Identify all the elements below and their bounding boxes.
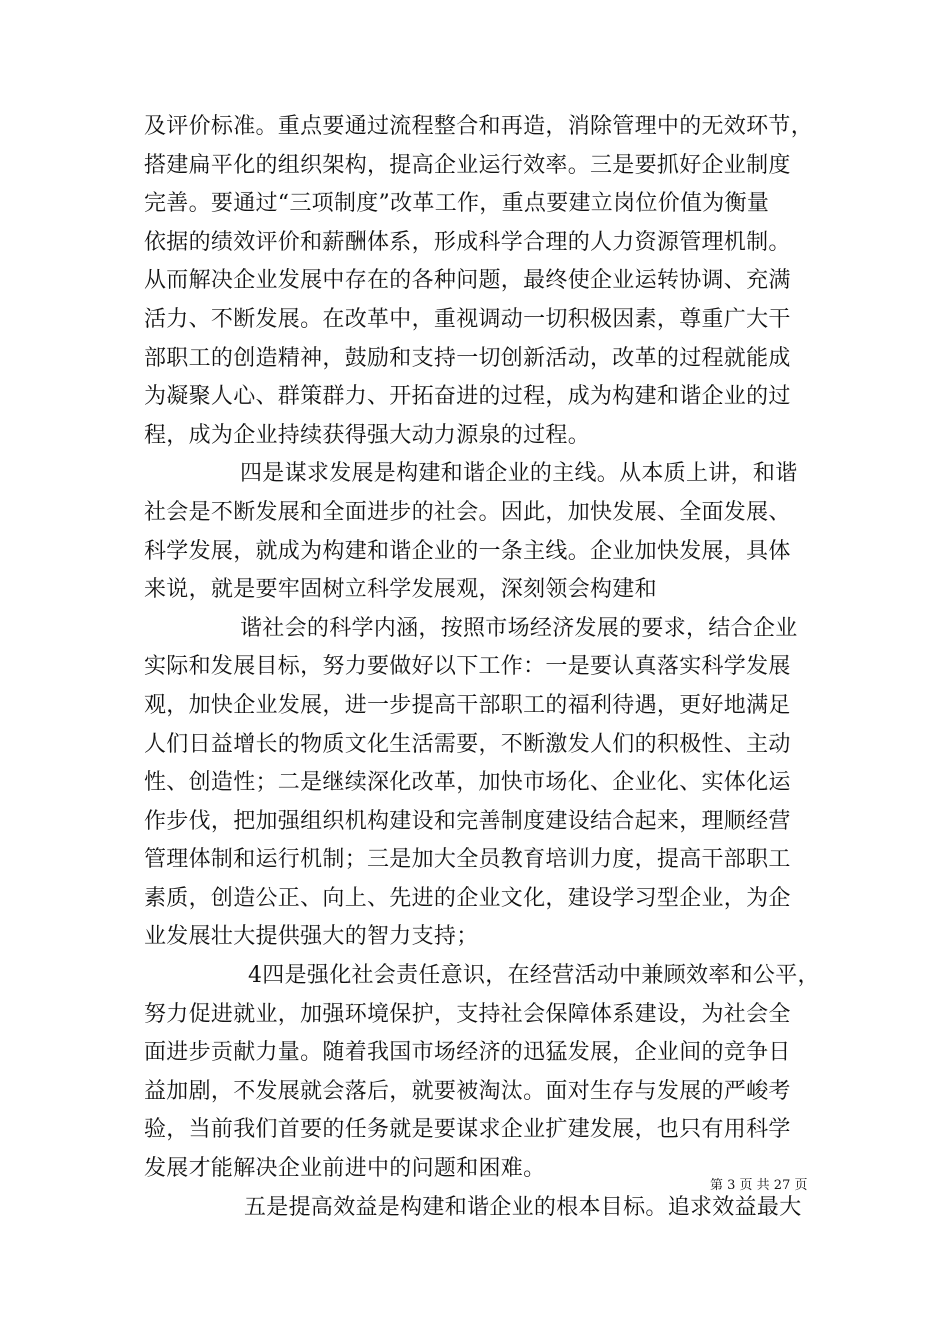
text-line: 业发展壮大提供强大的智力支持； (144, 924, 479, 950)
text-line: 益加剧，不发展就会落后，就要被淘汰。面对生存与发展的严峻考 (144, 1078, 791, 1104)
text-line: 实际和发展目标，努力要做好以下工作：一是要认真落实科学发展 (144, 654, 791, 680)
text-line: 观，加快企业发展，进一步提高干部职工的福利待遇，更好地满足 (144, 692, 791, 718)
text-line: 为凝聚人心、群策群力、开拓奋进的过程，成为构建和谐企业的过 (144, 384, 791, 410)
text-line: 发展才能解决企业前进中的问题和困难。 (144, 1156, 546, 1182)
text-line: 依据的绩效评价和薪酬体系，形成科学合理的人力资源管理机制。 (144, 229, 791, 255)
text-line: 来说，就是要牢固树立科学发展观，深刻领会构建和 (144, 577, 657, 603)
body-text (144, 108, 824, 1227)
text-line: 从而解决企业发展中存在的各种问题，最终使企业运转协调、充满 (144, 268, 791, 294)
text-line: 活力、不断发展。在改革中，重视调动一切积极因素，尊重广大干 (144, 306, 791, 332)
text-line: 科学发展，就成为构建和谐企业的一条主线。企业加快发展，具体 (144, 538, 791, 564)
text-line: 管理体制和运行机制；三是加大全员教育培训力度，提高干部职工 (144, 847, 791, 873)
text-line: 部职工的创造精神，鼓励和支持一切创新活动，改革的过程就能成 (144, 345, 791, 371)
page-number-footer: 第 3 页 共 27 页 (710, 1178, 808, 1193)
text-line: 素质，创造公正、向上、先进的企业文化，建设学习型企业，为企 (144, 885, 791, 911)
text-line: 程，成为企业持续获得强大动力源泉的过程。 (144, 422, 591, 448)
text-line: 努力促进就业，加强环境保护，支持社会保障体系建设，为社会全 (144, 1001, 791, 1027)
paragraph-start-line: 4四是强化社会责任意识，在经营活动中兼顾效率和公平， (248, 963, 820, 989)
text-line: 面进步贡献力量。随着我国市场经济的迅猛发展，企业间的竞争日 (144, 1040, 791, 1066)
text-line: 验，当前我们首要的任务就是要谋求企业扩建发展，也只有用科学 (144, 1117, 791, 1143)
text-line: 作步伐，把加强组织机构建设和完善制度建设结合起来，理顺经营 (144, 808, 791, 834)
text-line: 人们日益增长的物质文化生活需要，不断激发人们的积极性、主动 (144, 731, 791, 757)
paragraph-start-line: 谐社会的科学内涵，按照市场经济发展的要求，结合企业 (240, 615, 798, 641)
text-line: 社会是不断发展和全面进步的社会。因此，加快发展、全面发展、 (144, 499, 791, 525)
paragraph-start-line: 五是提高效益是构建和谐企业的根本目标。追求效益最大 (244, 1194, 802, 1220)
text-line: 及评价标准。重点要通过流程整合和再造，消除管理中的无效环节， (144, 114, 814, 139)
text-line: 完善。要通过“三项制度”改革工作，重点要建立岗位价值为衡量 (144, 191, 770, 217)
text-line: 搭建扁平化的组织架构，提高企业运行效率。三是要抓好企业制度 (144, 152, 791, 178)
text-line: 性、创造性；二是继续深化改革，加快市场化、企业化、实体化运 (144, 770, 791, 796)
paragraph-start-line: 四是谋求发展是构建和谐企业的主线。从本质上讲，和谐 (240, 461, 798, 487)
